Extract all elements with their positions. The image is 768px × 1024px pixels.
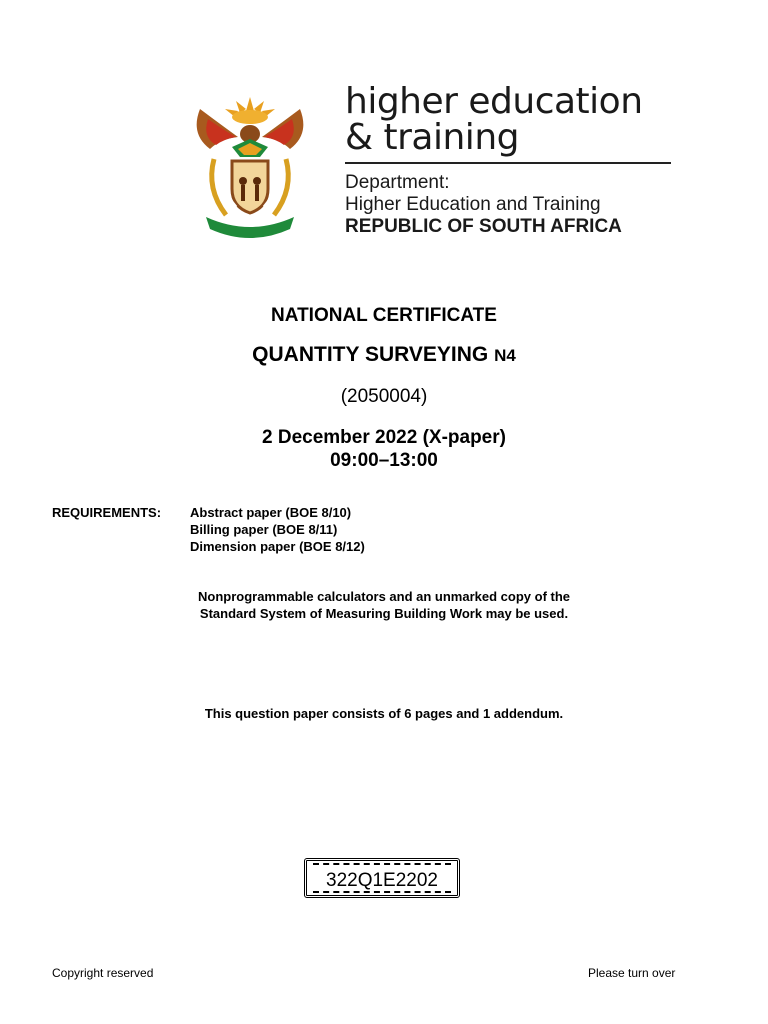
page-count-notice: This question paper consists of 6 pages and 1 addendum. (204, 706, 564, 721)
subject-code: (2050004) (340, 386, 428, 407)
subject-level: N4 (494, 346, 516, 365)
logo-line-2: & training (345, 117, 519, 158)
dept-label: Department: (345, 172, 450, 193)
requirement-item: Billing paper (BOE 8/11) (190, 522, 338, 537)
paper-code: 322Q1E2202 (326, 870, 438, 891)
paper-code-box (304, 858, 460, 898)
exam-date: 2 December 2022 (X-paper) (262, 427, 506, 448)
logo-line-1: higher education (345, 81, 643, 122)
certificate-title: NATIONAL CERTIFICATE (271, 305, 497, 326)
instruction-line: Nonprogrammable calculators and an unmarked copy of the (197, 589, 571, 604)
subject-name: QUANTITY SURVEYING (252, 343, 489, 366)
subject-title (0, 343, 768, 367)
divider (345, 162, 671, 164)
department-name (345, 81, 671, 238)
footer-turn-over: Please turn over (588, 966, 676, 980)
department-logo (180, 81, 690, 254)
coat-of-arms-icon (180, 89, 320, 239)
exam-time: 09:00–13:00 (330, 450, 438, 471)
country-name: REPUBLIC OF SOUTH AFRICA (345, 216, 622, 237)
requirements-label: REQUIREMENTS: (52, 505, 162, 520)
requirements (52, 504, 365, 555)
instruction-line: Standard System of Measuring Building Work may be used. (199, 606, 569, 621)
requirement-row (52, 504, 365, 521)
requirement-item: Dimension paper (BOE 8/12) (190, 539, 365, 554)
dept-name: Higher Education and Training (345, 194, 601, 215)
footer-copyright: Copyright reserved (52, 966, 154, 980)
requirement-item: Abstract paper (BOE 8/10) (190, 505, 352, 520)
calculator-instruction (0, 588, 768, 622)
exam-schedule (0, 426, 768, 472)
